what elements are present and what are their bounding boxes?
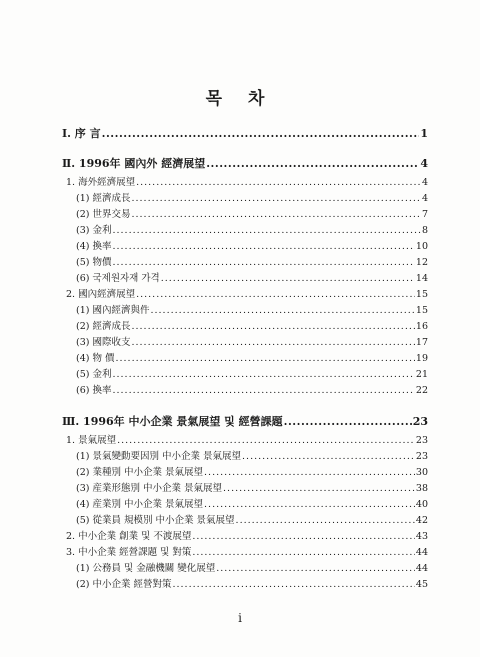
toc-page-number: 10 <box>415 241 428 252</box>
toc-section-label: Ⅰ. 序 言 <box>62 127 101 140</box>
toc-item-label: (1) 國內經濟與件 <box>76 305 150 316</box>
toc-page-number: 4 <box>421 177 428 188</box>
toc-section-label: Ⅲ. 1996年 中小企業 景氣展望 및 經營課題 <box>62 415 283 428</box>
toc-page-number: 4 <box>421 193 428 204</box>
toc-item-label: 2. 中小企業 創業 및 不渡展望 <box>66 531 192 542</box>
toc-page-number: 43 <box>415 531 428 542</box>
toc-item-label: (2) 業種別 中小企業 景氣展望 <box>76 467 204 478</box>
toc-item[interactable] <box>76 254 428 268</box>
dot-leader <box>112 257 414 268</box>
toc-item[interactable] <box>76 350 428 364</box>
toc-page-number: 44 <box>415 563 428 574</box>
dot-leader <box>236 515 415 526</box>
dot-leader <box>216 563 415 574</box>
toc-page-number: 4 <box>420 157 428 170</box>
toc-item-label: (1) 景氣變動要因別 中小企業 景氣展望 <box>76 451 242 462</box>
dot-leader <box>131 209 420 220</box>
toc-page-number: 40 <box>415 499 428 510</box>
dot-leader <box>112 225 420 236</box>
toc-item[interactable] <box>66 528 428 542</box>
toc-item-label: (3) 産業形態別 中小企業 景氣展望 <box>76 483 223 494</box>
toc-item-label: (4) 物 價 <box>76 353 115 364</box>
toc-item[interactable] <box>66 286 428 300</box>
toc-item[interactable] <box>76 464 428 478</box>
toc-item[interactable] <box>76 496 428 510</box>
toc-page-number: 21 <box>415 369 428 380</box>
dot-leader <box>136 289 415 300</box>
toc-item-label: (2) 中小企業 經營對策 <box>76 579 172 590</box>
toc-page-number: 23 <box>412 415 428 428</box>
toc-page-number: 12 <box>415 257 428 268</box>
toc-item-label: (6) 국제원자재 가격 <box>76 273 160 284</box>
toc-item[interactable] <box>76 366 428 380</box>
toc-item[interactable] <box>76 318 428 332</box>
toc-item-label: (5) 金利 <box>76 369 112 380</box>
toc-item-label: (3) 金利 <box>76 225 112 236</box>
dot-leader <box>206 157 419 170</box>
toc-item-label: 2. 國內經濟展望 <box>66 289 136 300</box>
dot-leader <box>161 273 415 284</box>
toc-page-number: 45 <box>415 579 428 590</box>
toc-item-label: (3) 國際收支 <box>76 337 131 348</box>
dot-leader <box>131 337 414 348</box>
toc-page-number: 15 <box>415 305 428 316</box>
toc-item[interactable] <box>76 480 428 494</box>
dot-leader <box>117 435 415 446</box>
dot-leader <box>284 415 412 428</box>
dot-leader <box>204 499 415 510</box>
toc-page-number: 19 <box>415 353 428 364</box>
toc-item-label: 1. 海外經濟展望 <box>66 177 136 188</box>
dot-leader <box>131 193 420 204</box>
toc-item[interactable] <box>76 206 428 220</box>
toc-section-label: Ⅱ. 1996年 國內外 經濟展望 <box>62 157 206 170</box>
toc-item[interactable] <box>76 302 428 316</box>
dot-leader <box>242 451 415 462</box>
toc-item-label: (2) 經濟成長 <box>76 321 131 332</box>
toc-page-number: 14 <box>415 273 428 284</box>
toc-section-1[interactable] <box>62 125 428 141</box>
toc-page-number: 7 <box>421 209 428 220</box>
toc-item-label: (1) 公務員 및 金融機關 變化展望 <box>76 563 216 574</box>
toc-item[interactable] <box>76 334 428 348</box>
page-number: i <box>238 611 242 625</box>
toc-page-number: 17 <box>415 337 428 348</box>
toc-page-number: 16 <box>415 321 428 332</box>
toc-item[interactable] <box>66 544 428 558</box>
toc-item[interactable] <box>76 576 428 590</box>
dot-leader <box>192 547 415 558</box>
dot-leader <box>112 241 414 252</box>
toc-item-label: (1) 經濟成長 <box>76 193 131 204</box>
toc-item-label: (4) 産業別 中小企業 景氣展望 <box>76 499 204 510</box>
toc-item[interactable] <box>76 382 428 396</box>
toc-item[interactable] <box>76 270 428 284</box>
toc-page-number: 42 <box>415 515 428 526</box>
dot-leader <box>223 483 415 494</box>
toc-item[interactable] <box>76 560 428 574</box>
toc-page-number: 15 <box>415 289 428 300</box>
toc-item[interactable] <box>76 448 428 462</box>
toc-item[interactable] <box>76 190 428 204</box>
dot-leader <box>136 177 421 188</box>
toc-item-label: (5) 從業員 規模別 中小企業 景氣展望 <box>76 515 235 526</box>
toc-item-label: 1. 景氣展望 <box>66 435 117 446</box>
toc-item[interactable] <box>76 238 428 252</box>
toc-page-number: 1 <box>420 127 428 140</box>
toc-item[interactable] <box>66 174 428 188</box>
dot-leader <box>131 321 414 332</box>
dot-leader <box>112 369 414 380</box>
toc-item-label: (6) 換率 <box>76 385 112 396</box>
toc-page-number: 8 <box>421 225 428 236</box>
dot-leader <box>112 385 414 396</box>
dot-leader <box>150 305 414 316</box>
toc-page-number: 30 <box>415 467 428 478</box>
toc-page-number: 23 <box>415 435 428 446</box>
dot-leader <box>192 531 415 542</box>
page-title: 목 차 <box>205 89 275 109</box>
toc-page-number: 38 <box>415 483 428 494</box>
toc-item[interactable] <box>66 432 428 446</box>
toc-item-label: (4) 換率 <box>76 241 112 252</box>
toc-item-label: 3. 中小企業 經營課題 및 對策 <box>66 547 192 558</box>
toc-item[interactable] <box>76 512 428 526</box>
dot-leader <box>102 127 420 140</box>
toc-item-label: (5) 物價 <box>76 257 112 268</box>
toc-item-label: (2) 世界交易 <box>76 209 131 220</box>
toc-section-3[interactable] <box>62 413 428 429</box>
toc-page-number: 22 <box>415 385 428 396</box>
dot-leader <box>173 579 415 590</box>
dot-leader <box>204 467 415 478</box>
toc-page-number: 23 <box>415 451 428 462</box>
dot-leader <box>116 353 415 364</box>
toc-section-2[interactable] <box>62 155 428 171</box>
toc-item[interactable] <box>76 222 428 236</box>
toc-page-number: 44 <box>415 547 428 558</box>
